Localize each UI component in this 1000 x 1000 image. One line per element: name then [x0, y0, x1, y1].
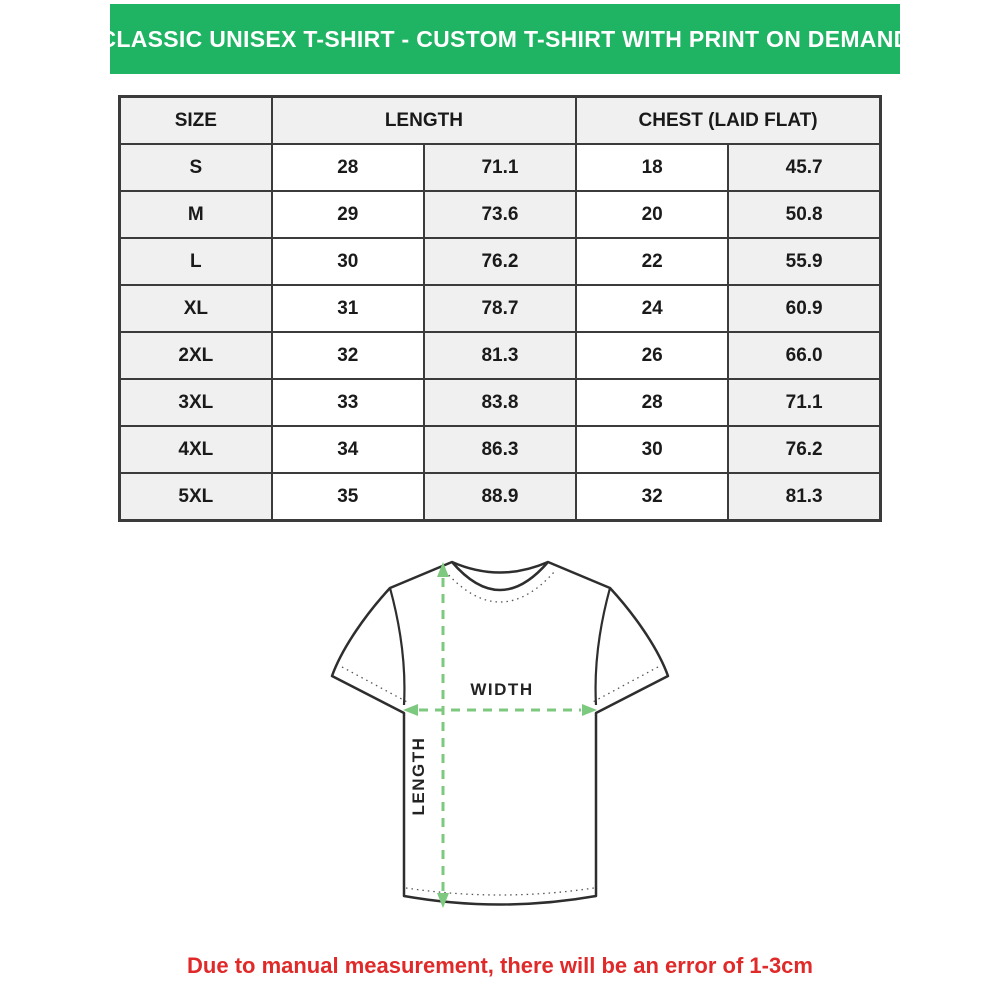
header-length: LENGTH — [272, 97, 576, 145]
table-row — [120, 332, 881, 379]
table-row — [120, 191, 881, 238]
size-cell: XL — [120, 285, 272, 332]
measurement-disclaimer: Due to manual measurement, there will be an error of 1-3cm — [187, 953, 813, 978]
table-row — [120, 144, 881, 191]
tshirt-measurement-diagram — [320, 550, 680, 922]
chest-cm-cell: 50.8 — [728, 191, 880, 238]
size-cell: 2XL — [120, 332, 272, 379]
width-label: WIDTH — [470, 680, 534, 699]
header-size: SIZE — [120, 97, 272, 145]
length-cm-cell: 76.2 — [424, 238, 576, 285]
table-row — [120, 426, 881, 473]
length-cm-cell: 78.7 — [424, 285, 576, 332]
tshirt-outline-graphic — [332, 562, 668, 905]
chest-cm-cell: 55.9 — [728, 238, 880, 285]
page-title: CLASSIC UNISEX T-SHIRT - CUSTOM T-SHIRT WITH PRINT ON DEMAND — [99, 25, 911, 52]
chest-in-cell: 26 — [576, 332, 728, 379]
table-header-row — [120, 97, 881, 145]
length-in-cell: 33 — [272, 379, 424, 426]
size-cell: 4XL — [120, 426, 272, 473]
size-cell: L — [120, 238, 272, 285]
size-cell: 3XL — [120, 379, 272, 426]
length-in-cell: 35 — [272, 473, 424, 521]
length-cm-cell: 83.8 — [424, 379, 576, 426]
chest-cm-cell: 66.0 — [728, 332, 880, 379]
length-in-cell: 32 — [272, 332, 424, 379]
size-cell: M — [120, 191, 272, 238]
chest-in-cell: 20 — [576, 191, 728, 238]
table-row — [120, 238, 881, 285]
length-cm-cell: 73.6 — [424, 191, 576, 238]
chest-in-cell: 32 — [576, 473, 728, 521]
table-row — [120, 379, 881, 426]
size-cell: 5XL — [120, 473, 272, 521]
length-cm-cell: 81.3 — [424, 332, 576, 379]
table-row — [120, 473, 881, 521]
length-in-cell: 30 — [272, 238, 424, 285]
length-cm-cell: 86.3 — [424, 426, 576, 473]
length-in-cell: 28 — [272, 144, 424, 191]
length-in-cell: 34 — [272, 426, 424, 473]
chest-in-cell: 24 — [576, 285, 728, 332]
chest-cm-cell: 45.7 — [728, 144, 880, 191]
chest-in-cell: 28 — [576, 379, 728, 426]
chest-cm-cell: 60.9 — [728, 285, 880, 332]
header-chest: CHEST (LAID FLAT) — [576, 97, 880, 145]
table-row — [120, 285, 881, 332]
chest-in-cell: 18 — [576, 144, 728, 191]
chest-cm-cell: 71.1 — [728, 379, 880, 426]
chest-cm-cell: 76.2 — [728, 426, 880, 473]
length-in-cell: 31 — [272, 285, 424, 332]
length-label: LENGTH — [409, 736, 428, 816]
size-cell: S — [120, 144, 272, 191]
length-cm-cell: 88.9 — [424, 473, 576, 521]
size-chart-table — [118, 95, 882, 522]
chest-in-cell: 22 — [576, 238, 728, 285]
chest-in-cell: 30 — [576, 426, 728, 473]
length-cm-cell: 71.1 — [424, 144, 576, 191]
length-in-cell: 29 — [272, 191, 424, 238]
title-banner — [99, 4, 911, 74]
chest-cm-cell: 81.3 — [728, 473, 880, 521]
